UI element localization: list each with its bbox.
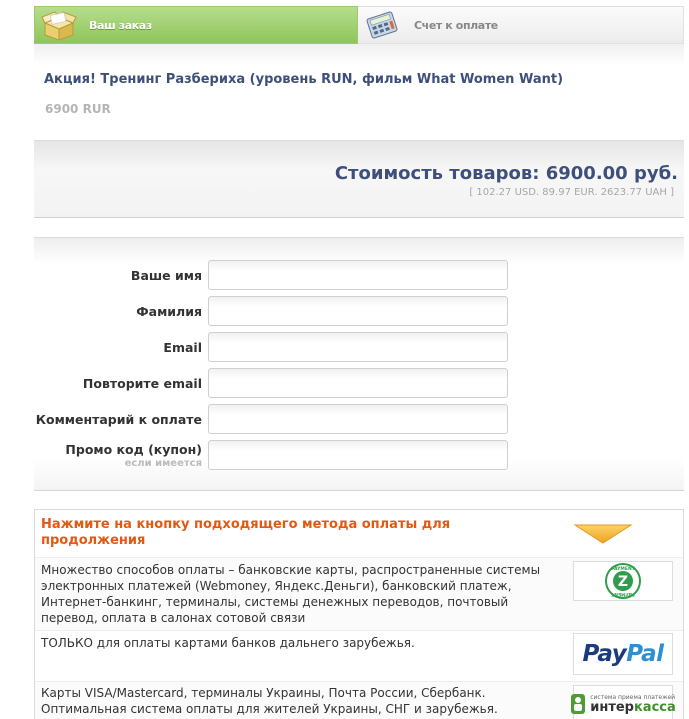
tab-your-order[interactable] xyxy=(34,6,358,44)
product-title: Акция! Тренинг Разбериха (уровень RUN, фильм What Women Want) xyxy=(44,72,564,87)
email-row xyxy=(34,332,684,362)
promo-code-hint: если имеется xyxy=(124,458,202,469)
payment-method-paypal xyxy=(35,631,683,681)
last-name-label: Фамилия xyxy=(136,304,202,319)
order-item-panel xyxy=(34,44,684,140)
currency-conversion: [ 102.27 USD. 89.97 EUR. 2623.77 UAH ] xyxy=(469,187,674,198)
svg-text:PAYMENT: PAYMENT xyxy=(611,591,635,596)
zpayment-logo-icon xyxy=(604,562,642,600)
repeat-email-label: Повторите email xyxy=(82,376,202,391)
tab-invoice[interactable] xyxy=(358,6,684,44)
payment-comment-label: Комментарий к оплате xyxy=(35,412,202,427)
svg-text:Z: Z xyxy=(617,574,629,590)
customer-form xyxy=(34,237,684,491)
interkassa-logo: система приема платежей интеркасса xyxy=(570,693,676,715)
payment-methods-panel xyxy=(34,509,684,719)
arrow-down-icon xyxy=(573,522,633,544)
calculator-icon xyxy=(364,9,400,41)
first-name-label: Ваше имя xyxy=(130,268,202,283)
zpayment-button[interactable] xyxy=(573,561,673,601)
last-name-input[interactable] xyxy=(208,296,508,326)
payment-comment-input[interactable] xyxy=(208,404,508,434)
payment-method-description: Множество способов оплаты – банковские карты, распространенные системы электронных платежей (Webmoney, Яндекс.Деньги), банковский платеж, Интернет-банкинг, терминалы, системы денежных переводов, почтовый перевод, оплата в салонах сотовой связи xyxy=(41,563,541,625)
open-box-icon xyxy=(41,9,77,41)
paypal-logo: PayPal xyxy=(582,641,664,667)
promo-code-input[interactable] xyxy=(208,440,508,470)
payment-method-zpayment xyxy=(35,557,683,631)
last-name-row xyxy=(34,296,684,326)
payment-method-interkassa xyxy=(35,681,683,719)
promo-code-label: Промо код (купон) xyxy=(65,442,202,457)
interkassa-person-icon xyxy=(570,693,586,715)
product-price: 6900 RUR xyxy=(45,102,111,116)
total-amount: Стоимость товаров: 6900.00 руб. xyxy=(334,163,678,184)
promo-code-row xyxy=(34,440,684,470)
payment-method-description: Карты VISA/Mastercard, терминалы Украины, Почта России, Сбербанк. Оптимальная система оплаты для жителей Украины, СНГ и зарубежья. xyxy=(41,686,498,716)
paypal-button[interactable] xyxy=(573,633,673,675)
first-name-input[interactable] xyxy=(208,260,508,290)
repeat-email-input[interactable] xyxy=(208,368,508,398)
payment-method-description: ТОЛЬКО для оплаты картами банков дальнего зарубежья. xyxy=(41,636,415,650)
tab-invoice-label: Счет к оплате xyxy=(414,18,498,32)
tab-your-order-label: Ваш заказ xyxy=(89,18,152,32)
email-input[interactable] xyxy=(208,332,508,362)
order-tabs xyxy=(34,6,684,44)
interkassa-button[interactable] xyxy=(573,685,676,719)
order-total-panel xyxy=(34,140,684,218)
repeat-email-row xyxy=(34,368,684,398)
first-name-row xyxy=(34,260,684,290)
svg-text:PAYMENT: PAYMENT xyxy=(611,567,635,572)
email-label: Email xyxy=(163,340,202,355)
payment-comment-row xyxy=(34,404,684,434)
payment-instruction: Нажмите на кнопку подходящего метода оплаты для продолжения xyxy=(41,517,451,548)
